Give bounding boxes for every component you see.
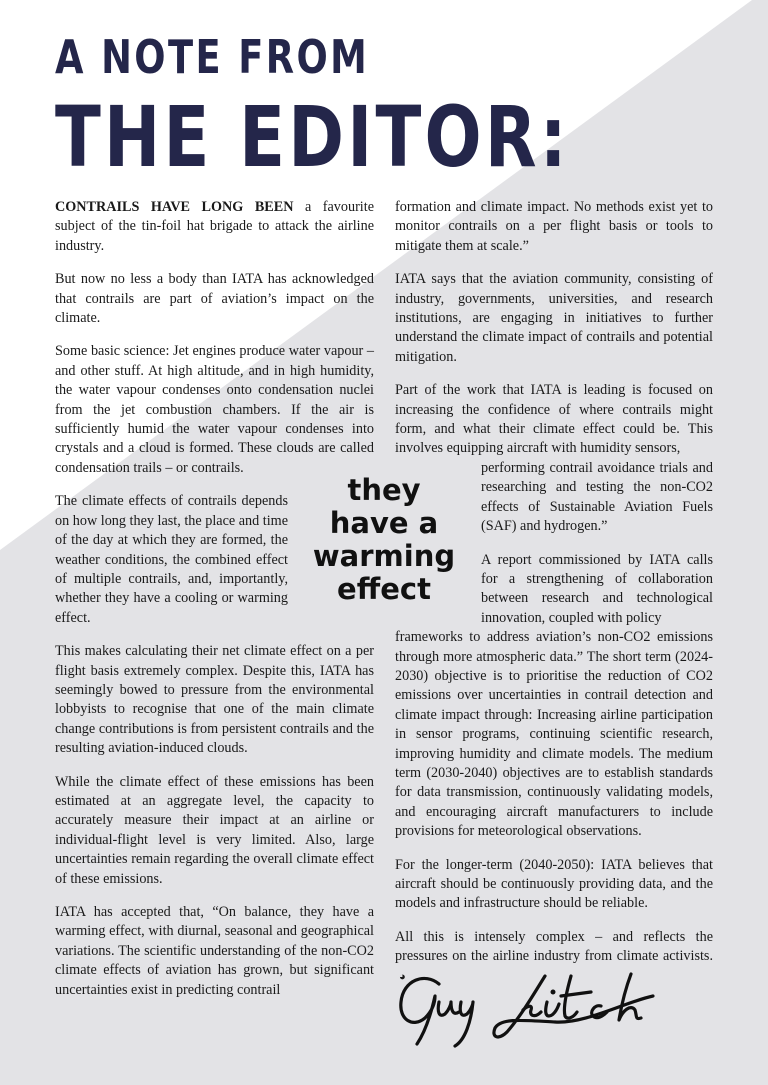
- lead-in: CONTRAILS HAVE LONG BEEN: [55, 199, 294, 215]
- article-paragraph-9: [395, 381, 713, 459]
- heading-line-2: THE EDITOR:: [55, 88, 570, 186]
- paragraph-12-text: All this is intensely complex – and reflects the pressures on the airline industry from climate activists.: [395, 928, 713, 965]
- pull-quote-line: they: [347, 473, 421, 507]
- pull-quote-line: warming: [312, 539, 456, 573]
- paragraph-9-text: Part of the work that IATA is leading is focused on increasing the confidence of where contrails might form, and what their climate effect could be. This involves equipping aircraft with humidity sensors,: [395, 382, 713, 457]
- pull-quote-line: effect: [337, 572, 431, 606]
- article-left-column: [55, 198, 374, 1014]
- pull-quote-line: have a: [329, 506, 439, 540]
- pull-quote: [303, 474, 465, 606]
- signature: [395, 962, 665, 1052]
- article-paragraph-7: IATA has accepted that, “On balance, they have a warming effect, with diurnal, seasonal and geographical variations. The scientific understanding of the non-CO2 climate effects of aviation has grown, but significant uncertainties exist in predicting contrail: [55, 904, 374, 998]
- article-paragraph-11: For the longer-term (2040-2050): IATA believes that aircraft should be continuously providing data, and the models and infrastructure should be reliable.: [395, 856, 713, 912]
- article-paragraph-2: But now no less a body than IATA has acknowledged that contrails are part of aviation’s impact on the climate.: [55, 271, 374, 327]
- article-paragraph-10: A report commissioned by IATA calls for a strengthening of collaboration between research and technological innovation, coupled with policy: [481, 551, 713, 626]
- article-paragraph-7-continued: formation and climate impact. No methods exist yet to monitor contrails on a per flight basis or tools to mitigate them at scale.”: [395, 199, 713, 254]
- article-paragraph-6: While the climate effect of these emissions has been estimated at an aggregate level, the capacity to accurately measure their impact at an airline or individual-flight level is very limited. Also, large uncertainties remain regarding the overall climate effect of these emissions.: [55, 773, 374, 887]
- article-paragraph-5: This makes calculating their net climate effect on a per flight basis extremely complex. Despite this, IATA has seemingly bowed to pressure from the environmental lobbyists to recognise that one of the main climate change contributions is from persistent contrails and the resulting aviation-induced clouds.: [55, 643, 374, 757]
- article-paragraph-10-continued: frameworks to address aviation’s non-CO2 emissions through more atmospheric data.” The short term (2024-2030) objective is to prioritise the reduction of CO2 emissions over uncertainties in contrail detection and climate impact through: Increasing airline participation in sensor programs, continuing scientific research, improving humidity and climate models. The medium term (2030-2040) objectives are to establish standards for data transmission, continuously validating models, and encouraging aircraft manufacturers to include provisions for meteorological observations.: [395, 629, 713, 840]
- paragraph-1-text: a favourite subject of the tin-foil hat brigade to attack the airline industry.: [55, 199, 374, 254]
- article-paragraph-3: Some basic science: Jet engines produce water vapour – and other stuff. At high altitude, and in high humidity, the water vapour condenses onto condensation nuclei from the jet combustion chambers. If the air is sufficiently humid the water vapour condenses into crystals and a cloud is formed. These clouds are called condensation trails – or contrails.: [55, 343, 374, 476]
- article-paragraph-9-continued: performing contrail avoidance trials and researching and testing the non-CO2 effects of Sustainable Aviation Fuels (SAF) and hydrogen.”: [481, 459, 713, 535]
- article-paragraph-8: IATA says that the aviation community, consisting of industry, governments, universities, and research institutions, are engaging in initiatives to further understand the climate impact of contrails and potential mitigation.: [395, 271, 713, 365]
- heading-line-1: A NOTE FROM: [55, 30, 370, 84]
- article-paragraph-1: [55, 198, 374, 256]
- end-mark-icon: ◕: [399, 970, 406, 983]
- article-paragraph-4: The climate effects of contrails depends on how long they last, the place and time of the day at which they are formed, the weather conditions, the combined effect of multiple contrails, and, importantly, whether they have a cooling or warming effect.: [55, 493, 288, 626]
